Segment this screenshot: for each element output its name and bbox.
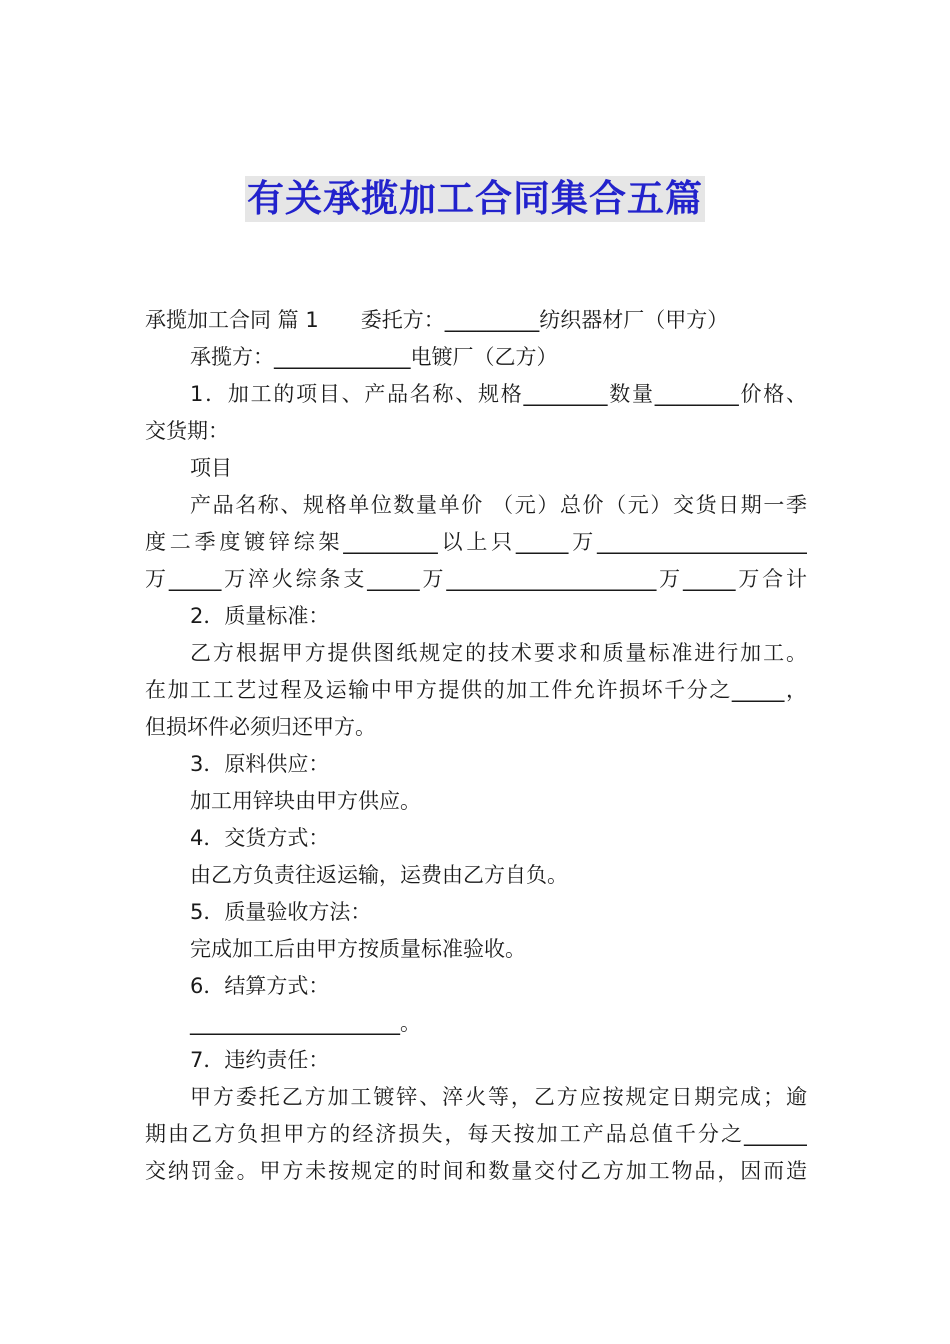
text-line: 万_____万淬火综条支_____万____________________万_____万合计 [145,567,807,591]
text-line: 交纳罚金。甲方未按规定的时间和数量交付乙方加工物品，因而造 [145,1159,807,1183]
text-line: ____________________。 [190,1011,421,1035]
text-line: 在加工工艺过程及运输中甲方提供的加工件允许损坏千分之_____， [145,678,807,702]
text-line: 承揽方：_____________电镀厂（乙方） [190,345,558,369]
text-line: 4．交货方式： [190,826,330,850]
text-line: 由乙方负责往返运输，运费由乙方自负。 [190,863,568,887]
text-line: 5．质量验收方法： [190,900,372,924]
document-title: 有关承揽加工合同集合五篇 [247,177,703,220]
text-line: 度二季度镀锌综架_________以上只_____万____________________ [145,530,807,554]
text-line: 7．违约责任： [190,1048,330,1072]
text-line: 交货期： [145,419,229,443]
text-line: 乙方根据甲方提供图纸规定的技术要求和质量标准进行加工。 [190,641,807,665]
title-wrap [0,176,950,222]
text-line: 产品名称、规格单位数量单价 （元）总价（元）交货日期一季 [190,493,807,517]
text-line: 完成加工后由甲方按质量标准验收。 [190,937,526,961]
document-body [145,302,807,1190]
text-line: 甲方委托乙方加工镀锌、淬火等，乙方应按规定日期完成；逾 [190,1085,807,1109]
text-line: 3．原料供应： [190,752,330,776]
text-line: 但损坏件必须归还甲方。 [145,715,376,739]
text-line: 承揽加工合同 篇 1 委托方：_________纺织器材厂（甲方） [145,308,729,332]
text-line: 加工用锌块由甲方供应。 [190,789,421,813]
text-line: 2．质量标准： [190,604,330,628]
text-line: 1．加工的项目、产品名称、规格________数量________价格、 [190,382,807,406]
text-line: 6．结算方式： [190,974,330,998]
text-line: 期由乙方负担甲方的经济损失，每天按加工产品总值千分之______ [145,1122,807,1146]
text-line: 项目 [190,456,232,480]
